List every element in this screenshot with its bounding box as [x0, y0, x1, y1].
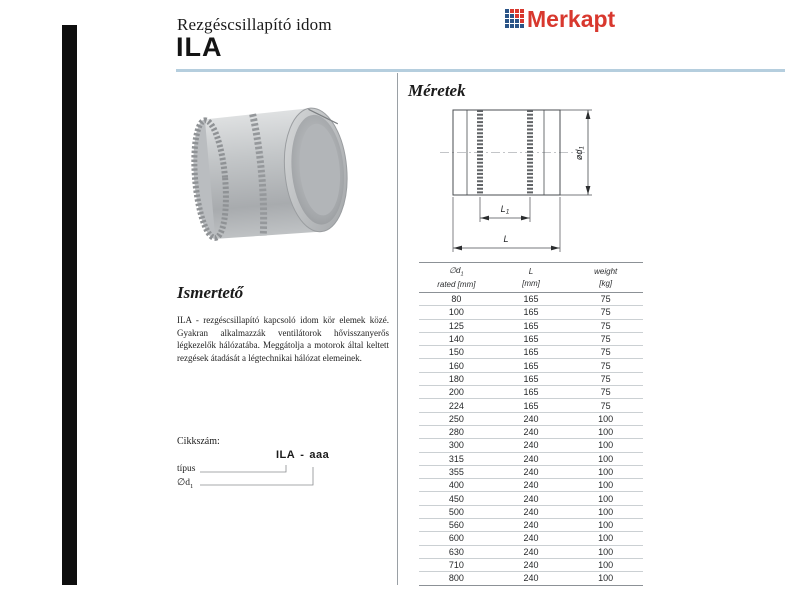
drawing-diameter-label: ød1: [574, 145, 586, 161]
table-cell: 240: [523, 506, 539, 517]
table-cell: 140: [448, 334, 464, 345]
table-cell: 100: [598, 533, 614, 544]
table-cell: 280: [448, 427, 464, 438]
table-cell: 100: [598, 506, 614, 517]
table-cell: 165: [523, 320, 539, 331]
sku-suffix: aaa: [309, 449, 330, 461]
product-title: ILA: [176, 32, 223, 62]
table-row: [419, 466, 643, 479]
size-table-body: [419, 293, 643, 586]
table-cell: 240: [523, 427, 539, 438]
drawing-l1-label: L1: [500, 204, 510, 216]
table-cell: 100: [598, 520, 614, 531]
sku-diameter-symbol: ∅d: [177, 478, 191, 488]
table-cell: 400: [448, 480, 464, 491]
table-cell: 75: [600, 400, 611, 411]
merkapt-logo-text: Merkapt: [527, 6, 616, 32]
table-cell: 100: [598, 493, 614, 504]
table-cell: 165: [523, 334, 539, 345]
sku-type-label: típus: [177, 464, 196, 474]
table-cell: 600: [448, 533, 464, 544]
table-cell: 100: [598, 413, 614, 424]
table-cell: 240: [523, 493, 539, 504]
header-rule: [176, 69, 785, 72]
table-cell: 75: [600, 347, 611, 358]
table-row: [419, 546, 643, 559]
table-cell: 165: [523, 400, 539, 411]
table-cell: 240: [523, 573, 539, 584]
table-cell: 200: [448, 387, 464, 398]
table-cell: 75: [600, 373, 611, 384]
table-cell: 100: [598, 467, 614, 477]
merkapt-logo: [504, 8, 615, 33]
table-row: [419, 519, 643, 532]
table-cell: 240: [523, 480, 539, 491]
sku-diameter-label: [177, 477, 193, 490]
table-cell: 165: [523, 387, 539, 398]
table-cell: 125: [448, 320, 464, 331]
table-cell: 100: [598, 440, 614, 451]
table-cell: 240: [523, 533, 539, 544]
table-cell: 75: [600, 294, 611, 305]
table-row: [419, 320, 643, 333]
column-header-diameter: $\emptyset d_1$ rated [mm]: [437, 265, 476, 289]
table-cell: 100: [598, 480, 614, 491]
sku-prefix: ILA: [276, 449, 296, 461]
table-cell: 240: [523, 560, 539, 571]
column-divider: [397, 73, 398, 585]
table-row: [419, 479, 643, 492]
dimensions-heading: Méretek: [408, 81, 466, 100]
table-cell: 75: [600, 360, 611, 371]
table-cell: 75: [600, 387, 611, 398]
sku-label: Cikkszám:: [177, 436, 220, 447]
table-row: [419, 293, 643, 306]
table-cell: 240: [523, 413, 539, 424]
sku-diameter-sub: 1: [190, 482, 194, 490]
size-table-header: [419, 262, 643, 293]
table-cell: 355: [448, 467, 464, 477]
table-row: [419, 359, 643, 372]
table-row: [419, 532, 643, 545]
merkapt-logo-icon: [504, 8, 524, 33]
table-cell: 80: [451, 294, 462, 305]
table-cell: 240: [523, 520, 539, 531]
table-row: [419, 506, 643, 519]
table-cell: 160: [448, 360, 464, 371]
table-cell: 800: [448, 573, 464, 584]
table-cell: 100: [448, 307, 464, 318]
table-cell: 560: [448, 520, 464, 531]
table-cell: 240: [523, 453, 539, 464]
table-row: [419, 492, 643, 505]
table-cell: 100: [598, 453, 614, 464]
table-cell: 100: [598, 546, 614, 557]
table-cell: 240: [523, 440, 539, 451]
about-heading: Ismertető: [177, 283, 244, 302]
table-cell: 165: [523, 307, 539, 318]
table-row: [419, 453, 643, 466]
table-row: [419, 346, 643, 359]
sku-connector-lines: [170, 455, 330, 508]
product-photo: [146, 82, 392, 268]
sku-separator: -: [300, 449, 305, 461]
table-row: [419, 559, 643, 572]
table-row: [419, 413, 643, 426]
table-cell: 710: [448, 560, 464, 571]
table-cell: 450: [448, 493, 464, 504]
table-row: [419, 333, 643, 346]
page-edge-bar: [62, 25, 77, 585]
table-cell: 75: [600, 307, 611, 318]
table-cell: 150: [448, 347, 464, 358]
table-cell: 165: [523, 360, 539, 371]
table-cell: 100: [598, 560, 614, 571]
table-cell: 240: [523, 467, 539, 477]
about-text: ILA - rezgéscsillapító kapcsoló idom kör elemek közé. Gyakran alkalmazzák ventilátorok hővisszanyerős légkezelők hálózatába. Meggátolja a motorok által keltett rezgések átadását a légtechnikai hálózat elemeinek.: [177, 315, 389, 363]
size-table: [419, 262, 643, 586]
table-row: [419, 386, 643, 399]
table-cell: 630: [448, 546, 464, 557]
table-cell: 165: [523, 373, 539, 384]
technical-drawing: [418, 98, 618, 263]
table-row: [419, 439, 643, 452]
table-cell: 224: [448, 400, 464, 411]
table-cell: 75: [600, 334, 611, 345]
table-cell: 250: [448, 413, 464, 424]
table-row: [419, 306, 643, 319]
table-row: [419, 572, 643, 585]
table-cell: 180: [448, 373, 464, 384]
table-row: [419, 399, 643, 412]
table-cell: 500: [448, 506, 464, 517]
table-cell: 240: [523, 546, 539, 557]
table-cell: 300: [448, 440, 464, 451]
table-cell: 100: [598, 427, 614, 438]
table-cell: 75: [600, 320, 611, 331]
table-row: [419, 426, 643, 439]
drawing-l-label: L: [503, 234, 509, 244]
table-cell: 315: [448, 453, 464, 464]
table-row: [419, 373, 643, 386]
table-cell: 100: [598, 573, 614, 584]
table-cell: 165: [523, 294, 539, 305]
column-header-length: L [mm]: [522, 266, 540, 288]
table-cell: 165: [523, 347, 539, 358]
product-subtitle: Rezgéscsillapító idom: [177, 15, 332, 34]
column-header-weight: weight [kg]: [594, 266, 618, 288]
